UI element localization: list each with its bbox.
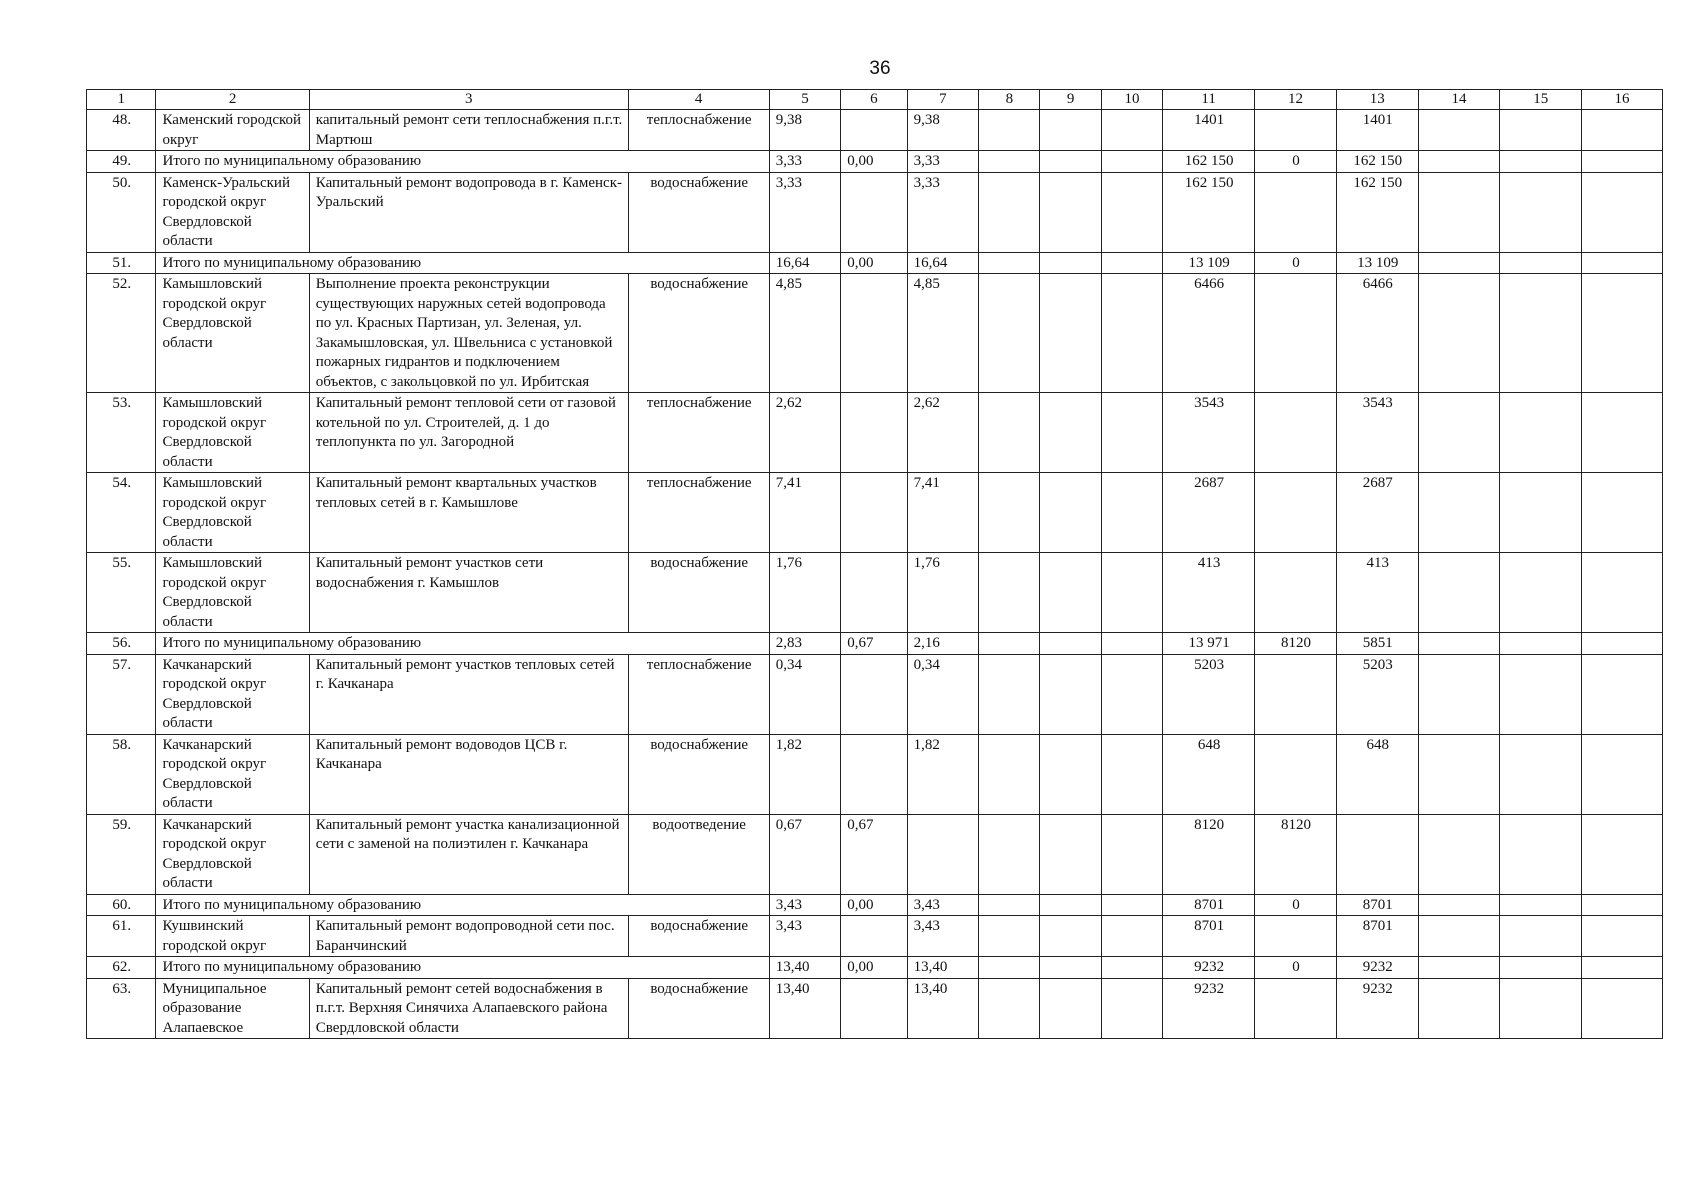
value-col15 bbox=[1500, 734, 1582, 814]
value-col13: 8701 bbox=[1336, 894, 1418, 916]
value-col11: 9232 bbox=[1163, 957, 1255, 979]
row-number: 57. bbox=[87, 654, 156, 734]
value-col15 bbox=[1500, 633, 1582, 655]
value-col5: 2,83 bbox=[769, 633, 841, 655]
value-col16 bbox=[1582, 553, 1663, 633]
column-number: 11 bbox=[1163, 90, 1255, 110]
value-col7: 3,33 bbox=[907, 172, 979, 252]
value-col14 bbox=[1418, 553, 1500, 633]
value-col16 bbox=[1582, 110, 1663, 151]
value-col9 bbox=[1040, 553, 1101, 633]
value-col5: 16,64 bbox=[769, 252, 841, 274]
value-col10 bbox=[1101, 916, 1162, 957]
value-col10 bbox=[1101, 473, 1162, 553]
value-col11: 648 bbox=[1163, 734, 1255, 814]
value-col12 bbox=[1255, 734, 1337, 814]
value-col8 bbox=[979, 110, 1040, 151]
value-col14 bbox=[1418, 252, 1500, 274]
value-col14 bbox=[1418, 110, 1500, 151]
row-number: 61. bbox=[87, 916, 156, 957]
value-col15 bbox=[1500, 894, 1582, 916]
table-row bbox=[87, 978, 1663, 1039]
value-col6 bbox=[841, 734, 907, 814]
row-number: 59. bbox=[87, 814, 156, 894]
total-label: Итого по муниципальному образованию bbox=[156, 633, 769, 655]
value-col8 bbox=[979, 393, 1040, 473]
value-col11: 413 bbox=[1163, 553, 1255, 633]
value-col6: 0,00 bbox=[841, 957, 907, 979]
value-col12 bbox=[1255, 978, 1337, 1039]
value-col12 bbox=[1255, 172, 1337, 252]
row-number: 52. bbox=[87, 274, 156, 393]
value-col8 bbox=[979, 252, 1040, 274]
work-description-cell: Капитальный ремонт участков сети водоснабжения г. Камышлов bbox=[309, 553, 628, 633]
total-row bbox=[87, 252, 1663, 274]
value-col14 bbox=[1418, 473, 1500, 553]
value-col5: 1,76 bbox=[769, 553, 841, 633]
value-col6 bbox=[841, 473, 907, 553]
value-col13: 5203 bbox=[1336, 654, 1418, 734]
row-number: 55. bbox=[87, 553, 156, 633]
value-col16 bbox=[1582, 957, 1663, 979]
value-col7: 3,43 bbox=[907, 916, 979, 957]
value-col13: 8701 bbox=[1336, 916, 1418, 957]
row-number: 48. bbox=[87, 110, 156, 151]
table-row bbox=[87, 654, 1663, 734]
value-col12 bbox=[1255, 110, 1337, 151]
value-col11: 6466 bbox=[1163, 274, 1255, 393]
table-row bbox=[87, 814, 1663, 894]
value-col6: 0,67 bbox=[841, 814, 907, 894]
value-col16 bbox=[1582, 916, 1663, 957]
value-col7 bbox=[907, 814, 979, 894]
row-number: 60. bbox=[87, 894, 156, 916]
column-number: 10 bbox=[1101, 90, 1162, 110]
value-col5: 3,33 bbox=[769, 172, 841, 252]
value-col9 bbox=[1040, 957, 1101, 979]
value-col12 bbox=[1255, 473, 1337, 553]
row-number: 63. bbox=[87, 978, 156, 1039]
value-col12: 0 bbox=[1255, 151, 1337, 173]
value-col11: 13 971 bbox=[1163, 633, 1255, 655]
value-col6: 0,00 bbox=[841, 252, 907, 274]
value-col8 bbox=[979, 633, 1040, 655]
category-cell: водоснабжение bbox=[628, 916, 769, 957]
value-col7: 0,34 bbox=[907, 654, 979, 734]
value-col10 bbox=[1101, 110, 1162, 151]
value-col8 bbox=[979, 978, 1040, 1039]
value-col9 bbox=[1040, 393, 1101, 473]
value-col10 bbox=[1101, 633, 1162, 655]
value-col6 bbox=[841, 916, 907, 957]
value-col6 bbox=[841, 110, 907, 151]
total-row bbox=[87, 151, 1663, 173]
total-label: Итого по муниципальному образованию bbox=[156, 957, 769, 979]
municipality-cell: Качканарский городской округ Свердловской области bbox=[156, 814, 309, 894]
value-col12 bbox=[1255, 274, 1337, 393]
value-col14 bbox=[1418, 957, 1500, 979]
value-col16 bbox=[1582, 151, 1663, 173]
row-number: 53. bbox=[87, 393, 156, 473]
column-number: 2 bbox=[156, 90, 309, 110]
value-col6 bbox=[841, 978, 907, 1039]
value-col11: 3543 bbox=[1163, 393, 1255, 473]
value-col12 bbox=[1255, 393, 1337, 473]
total-label: Итого по муниципальному образованию bbox=[156, 151, 769, 173]
table-row bbox=[87, 393, 1663, 473]
value-col5: 4,85 bbox=[769, 274, 841, 393]
municipality-cell: Камышловский городской округ Свердловской области bbox=[156, 473, 309, 553]
category-cell: теплоснабжение bbox=[628, 393, 769, 473]
column-number: 5 bbox=[769, 90, 841, 110]
value-col14 bbox=[1418, 274, 1500, 393]
work-description-cell: Капитальный ремонт квартальных участков тепловых сетей в г. Камышлове bbox=[309, 473, 628, 553]
value-col10 bbox=[1101, 252, 1162, 274]
value-col7: 2,62 bbox=[907, 393, 979, 473]
value-col11: 162 150 bbox=[1163, 172, 1255, 252]
table-row bbox=[87, 274, 1663, 393]
table-row bbox=[87, 553, 1663, 633]
column-number-row bbox=[87, 90, 1663, 110]
value-col5: 1,82 bbox=[769, 734, 841, 814]
column-number: 15 bbox=[1500, 90, 1582, 110]
row-number: 58. bbox=[87, 734, 156, 814]
value-col15 bbox=[1500, 274, 1582, 393]
work-description-cell: Капитальный ремонт водопровода в г. Каменск-Уральский bbox=[309, 172, 628, 252]
value-col8 bbox=[979, 473, 1040, 553]
value-col6: 0,00 bbox=[841, 151, 907, 173]
row-number: 54. bbox=[87, 473, 156, 553]
value-col5: 3,43 bbox=[769, 894, 841, 916]
value-col10 bbox=[1101, 172, 1162, 252]
work-description-cell: капитальный ремонт сети теплоснабжения п.г.т. Мартюш bbox=[309, 110, 628, 151]
category-cell: водоснабжение bbox=[628, 978, 769, 1039]
value-col7: 3,43 bbox=[907, 894, 979, 916]
value-col9 bbox=[1040, 110, 1101, 151]
value-col8 bbox=[979, 734, 1040, 814]
total-row bbox=[87, 957, 1663, 979]
value-col15 bbox=[1500, 957, 1582, 979]
value-col14 bbox=[1418, 654, 1500, 734]
value-col11: 1401 bbox=[1163, 110, 1255, 151]
value-col12: 8120 bbox=[1255, 633, 1337, 655]
value-col14 bbox=[1418, 633, 1500, 655]
work-description-cell: Капитальный ремонт водоводов ЦСВ г. Качканара bbox=[309, 734, 628, 814]
value-col9 bbox=[1040, 473, 1101, 553]
value-col10 bbox=[1101, 393, 1162, 473]
table-row bbox=[87, 172, 1663, 252]
value-col10 bbox=[1101, 734, 1162, 814]
value-col12: 8120 bbox=[1255, 814, 1337, 894]
value-col12: 0 bbox=[1255, 252, 1337, 274]
value-col10 bbox=[1101, 151, 1162, 173]
value-col5: 9,38 bbox=[769, 110, 841, 151]
value-col8 bbox=[979, 957, 1040, 979]
value-col13: 162 150 bbox=[1336, 172, 1418, 252]
row-number: 51. bbox=[87, 252, 156, 274]
category-cell: теплоснабжение bbox=[628, 110, 769, 151]
value-col16 bbox=[1582, 814, 1663, 894]
column-number: 8 bbox=[979, 90, 1040, 110]
value-col6: 0,00 bbox=[841, 894, 907, 916]
value-col16 bbox=[1582, 633, 1663, 655]
value-col15 bbox=[1500, 553, 1582, 633]
total-row bbox=[87, 894, 1663, 916]
value-col11: 5203 bbox=[1163, 654, 1255, 734]
column-number: 1 bbox=[87, 90, 156, 110]
value-col13: 1401 bbox=[1336, 110, 1418, 151]
value-col8 bbox=[979, 654, 1040, 734]
value-col16 bbox=[1582, 172, 1663, 252]
value-col8 bbox=[979, 894, 1040, 916]
value-col7: 2,16 bbox=[907, 633, 979, 655]
value-col11: 8120 bbox=[1163, 814, 1255, 894]
value-col13: 3543 bbox=[1336, 393, 1418, 473]
value-col9 bbox=[1040, 916, 1101, 957]
value-col6 bbox=[841, 172, 907, 252]
value-col8 bbox=[979, 916, 1040, 957]
category-cell: водоснабжение bbox=[628, 734, 769, 814]
value-col15 bbox=[1500, 654, 1582, 734]
value-col12: 0 bbox=[1255, 957, 1337, 979]
value-col13: 13 109 bbox=[1336, 252, 1418, 274]
column-number: 13 bbox=[1336, 90, 1418, 110]
value-col9 bbox=[1040, 252, 1101, 274]
value-col6 bbox=[841, 393, 907, 473]
value-col16 bbox=[1582, 274, 1663, 393]
value-col15 bbox=[1500, 393, 1582, 473]
value-col14 bbox=[1418, 814, 1500, 894]
category-cell: водоснабжение bbox=[628, 553, 769, 633]
value-col6 bbox=[841, 654, 907, 734]
value-col15 bbox=[1500, 252, 1582, 274]
value-col15 bbox=[1500, 814, 1582, 894]
value-col9 bbox=[1040, 654, 1101, 734]
value-col5: 2,62 bbox=[769, 393, 841, 473]
value-col5: 0,67 bbox=[769, 814, 841, 894]
work-description-cell: Капитальный ремонт сетей водоснабжения в п.г.т. Верхняя Синячиха Алапаевского района Свердловской области bbox=[309, 978, 628, 1039]
value-col14 bbox=[1418, 978, 1500, 1039]
table-row bbox=[87, 734, 1663, 814]
column-number: 9 bbox=[1040, 90, 1101, 110]
column-number: 16 bbox=[1582, 90, 1663, 110]
row-number: 49. bbox=[87, 151, 156, 173]
value-col15 bbox=[1500, 151, 1582, 173]
value-col8 bbox=[979, 274, 1040, 393]
value-col16 bbox=[1582, 393, 1663, 473]
value-col9 bbox=[1040, 894, 1101, 916]
table-row bbox=[87, 473, 1663, 553]
value-col7: 13,40 bbox=[907, 978, 979, 1039]
value-col5: 3,33 bbox=[769, 151, 841, 173]
municipality-cell: Камышловский городской округ Свердловской области bbox=[156, 553, 309, 633]
value-col13: 6466 bbox=[1336, 274, 1418, 393]
value-col14 bbox=[1418, 916, 1500, 957]
value-col13: 5851 bbox=[1336, 633, 1418, 655]
value-col15 bbox=[1500, 916, 1582, 957]
value-col14 bbox=[1418, 393, 1500, 473]
value-col7: 9,38 bbox=[907, 110, 979, 151]
category-cell: теплоснабжение bbox=[628, 473, 769, 553]
value-col5: 13,40 bbox=[769, 957, 841, 979]
column-number: 14 bbox=[1418, 90, 1500, 110]
value-col16 bbox=[1582, 894, 1663, 916]
row-number: 62. bbox=[87, 957, 156, 979]
value-col16 bbox=[1582, 473, 1663, 553]
value-col11: 8701 bbox=[1163, 894, 1255, 916]
value-col5: 7,41 bbox=[769, 473, 841, 553]
value-col8 bbox=[979, 151, 1040, 173]
value-col11: 8701 bbox=[1163, 916, 1255, 957]
value-col12: 0 bbox=[1255, 894, 1337, 916]
value-col15 bbox=[1500, 110, 1582, 151]
value-col12 bbox=[1255, 916, 1337, 957]
work-description-cell: Капитальный ремонт участка канализационной сети с заменой на полиэтилен г. Качканара bbox=[309, 814, 628, 894]
data-table bbox=[86, 89, 1663, 1039]
value-col16 bbox=[1582, 978, 1663, 1039]
value-col13: 2687 bbox=[1336, 473, 1418, 553]
category-cell: водоотведение bbox=[628, 814, 769, 894]
value-col7: 1,82 bbox=[907, 734, 979, 814]
column-number: 12 bbox=[1255, 90, 1337, 110]
work-description-cell: Капитальный ремонт водопроводной сети пос. Баранчинский bbox=[309, 916, 628, 957]
municipality-cell: Качканарский городской округ Свердловской области bbox=[156, 654, 309, 734]
value-col10 bbox=[1101, 957, 1162, 979]
table-row bbox=[87, 916, 1663, 957]
value-col5: 3,43 bbox=[769, 916, 841, 957]
municipality-cell: Камышловский городской округ Свердловской области bbox=[156, 393, 309, 473]
municipality-cell: Каменский городской округ bbox=[156, 110, 309, 151]
value-col12 bbox=[1255, 654, 1337, 734]
category-cell: водоснабжение bbox=[628, 172, 769, 252]
value-col16 bbox=[1582, 734, 1663, 814]
value-col13: 9232 bbox=[1336, 957, 1418, 979]
value-col7: 13,40 bbox=[907, 957, 979, 979]
value-col13 bbox=[1336, 814, 1418, 894]
value-col6 bbox=[841, 274, 907, 393]
value-col11: 2687 bbox=[1163, 473, 1255, 553]
work-description-cell: Капитальный ремонт тепловой сети от газовой котельной по ул. Строителей, д. 1 до теплопункта по ул. Загородной bbox=[309, 393, 628, 473]
value-col11: 162 150 bbox=[1163, 151, 1255, 173]
work-description-cell: Капитальный ремонт участков тепловых сетей г. Качканара bbox=[309, 654, 628, 734]
value-col15 bbox=[1500, 978, 1582, 1039]
value-col9 bbox=[1040, 734, 1101, 814]
value-col9 bbox=[1040, 172, 1101, 252]
value-col7: 7,41 bbox=[907, 473, 979, 553]
municipality-cell: Качканарский городской округ Свердловской области bbox=[156, 734, 309, 814]
value-col13: 648 bbox=[1336, 734, 1418, 814]
value-col8 bbox=[979, 814, 1040, 894]
value-col5: 13,40 bbox=[769, 978, 841, 1039]
value-col5: 0,34 bbox=[769, 654, 841, 734]
value-col14 bbox=[1418, 151, 1500, 173]
value-col12 bbox=[1255, 553, 1337, 633]
table-row bbox=[87, 110, 1663, 151]
municipality-cell: Каменск-Уральский городской округ Свердловской области bbox=[156, 172, 309, 252]
value-col7: 3,33 bbox=[907, 151, 979, 173]
total-row bbox=[87, 633, 1663, 655]
value-col10 bbox=[1101, 978, 1162, 1039]
value-col8 bbox=[979, 172, 1040, 252]
row-number: 50. bbox=[87, 172, 156, 252]
category-cell: водоснабжение bbox=[628, 274, 769, 393]
column-number: 3 bbox=[309, 90, 628, 110]
value-col8 bbox=[979, 553, 1040, 633]
column-number: 6 bbox=[841, 90, 907, 110]
value-col9 bbox=[1040, 814, 1101, 894]
page-number: 36 bbox=[869, 58, 891, 79]
municipality-cell: Камышловский городской округ Свердловской области bbox=[156, 274, 309, 393]
value-col16 bbox=[1582, 654, 1663, 734]
category-cell: теплоснабжение bbox=[628, 654, 769, 734]
value-col10 bbox=[1101, 814, 1162, 894]
value-col15 bbox=[1500, 172, 1582, 252]
value-col13: 162 150 bbox=[1336, 151, 1418, 173]
value-col7: 16,64 bbox=[907, 252, 979, 274]
value-col11: 13 109 bbox=[1163, 252, 1255, 274]
value-col7: 4,85 bbox=[907, 274, 979, 393]
value-col10 bbox=[1101, 274, 1162, 393]
value-col6 bbox=[841, 553, 907, 633]
value-col10 bbox=[1101, 654, 1162, 734]
value-col14 bbox=[1418, 894, 1500, 916]
work-description-cell: Выполнение проекта реконструкции существующих наружных сетей водопровода по ул. Красных Партизан, ул. Зеленая, ул. Закамышловская, ул. Швельниса с установкой пожарных гидрантов и подключением объектов, с закольцовкой по ул. Ирбитская bbox=[309, 274, 628, 393]
municipality-cell: Муниципальное образование Алапаевское bbox=[156, 978, 309, 1039]
total-label: Итого по муниципальному образованию bbox=[156, 894, 769, 916]
value-col13: 9232 bbox=[1336, 978, 1418, 1039]
column-number: 7 bbox=[907, 90, 979, 110]
value-col9 bbox=[1040, 633, 1101, 655]
value-col14 bbox=[1418, 172, 1500, 252]
value-col10 bbox=[1101, 553, 1162, 633]
value-col7: 1,76 bbox=[907, 553, 979, 633]
total-label: Итого по муниципальному образованию bbox=[156, 252, 769, 274]
municipality-cell: Кушвинский городской округ bbox=[156, 916, 309, 957]
value-col11: 9232 bbox=[1163, 978, 1255, 1039]
value-col14 bbox=[1418, 734, 1500, 814]
value-col16 bbox=[1582, 252, 1663, 274]
value-col6: 0,67 bbox=[841, 633, 907, 655]
value-col15 bbox=[1500, 473, 1582, 553]
row-number: 56. bbox=[87, 633, 156, 655]
column-number: 4 bbox=[628, 90, 769, 110]
value-col9 bbox=[1040, 151, 1101, 173]
value-col9 bbox=[1040, 978, 1101, 1039]
value-col10 bbox=[1101, 894, 1162, 916]
value-col9 bbox=[1040, 274, 1101, 393]
value-col13: 413 bbox=[1336, 553, 1418, 633]
